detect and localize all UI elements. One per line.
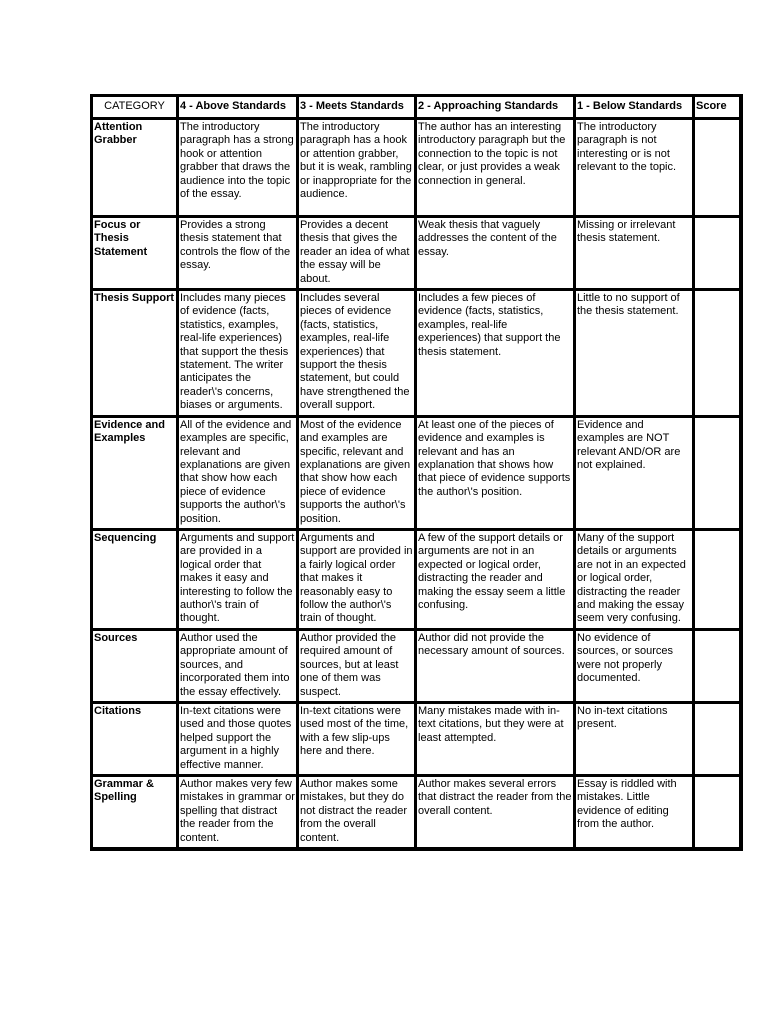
header-level-1: 1 - Below Standards <box>575 96 694 119</box>
cell-level-4: Author makes very few mistakes in grammar or spelling that distract the reader from the content. <box>178 776 298 849</box>
cell-score <box>694 703 741 776</box>
cell-level-2: Weak thesis that vaguely addresses the content of the essay. <box>416 217 575 290</box>
cell-level-4: In-text citations were used and those quotes helped support the argument in a highly effective manner. <box>178 703 298 776</box>
cell-level-1: No evidence of sources, or sources were not properly documented. <box>575 630 694 703</box>
cell-score <box>694 290 741 417</box>
cell-level-3: Most of the evidence and examples are specific, relevant and explanations are given that show how each piece of evidence supports the author\'s position. <box>298 417 416 530</box>
cell-level-4: All of the evidence and examples are specific, relevant and explanations are given that show how each piece of evidence supports the author\'s position. <box>178 417 298 530</box>
cell-level-2: Author did not provide the necessary amount of sources. <box>416 630 575 703</box>
cell-score <box>694 417 741 530</box>
cell-level-4: Provides a strong thesis statement that controls the flow of the essay. <box>178 217 298 290</box>
cell-level-1: Missing or irrelevant thesis statement. <box>575 217 694 290</box>
header-category: CATEGORY <box>92 96 178 119</box>
table-row <box>92 630 741 703</box>
cell-level-2: Many mistakes made with in-text citations, but they were at least attempted. <box>416 703 575 776</box>
rubric-table <box>90 94 743 851</box>
header-level-3: 3 - Meets Standards <box>298 96 416 119</box>
cell-level-1: Evidence and examples are NOT relevant AND/OR are not explained. <box>575 417 694 530</box>
cell-level-3: In-text citations were used most of the time, with a few slip-ups here and there. <box>298 703 416 776</box>
cell-level-3: The introductory paragraph has a hook or attention grabber, but it is weak, rambling or inappropriate for the audience. <box>298 119 416 217</box>
cell-level-4: Author used the appropriate amount of sources, and incorporated them into the essay effectively. <box>178 630 298 703</box>
cell-level-3: Author makes some mistakes, but they do not distract the reader from the overall content. <box>298 776 416 849</box>
table-row <box>92 776 741 849</box>
cell-level-3: Arguments and support are provided in a fairly logical order that makes it reasonably easy to follow the author\'s train of thought. <box>298 530 416 630</box>
cell-score <box>694 530 741 630</box>
row-category: Sources <box>92 630 178 703</box>
cell-level-1: No in-text citations present. <box>575 703 694 776</box>
cell-level-3: Provides a decent thesis that gives the reader an idea of what the essay will be about. <box>298 217 416 290</box>
header-score: Score <box>694 96 741 119</box>
header-level-2: 2 - Approaching Standards <box>416 96 575 119</box>
cell-level-1: Essay is riddled with mistakes. Little evidence of editing from the author. <box>575 776 694 849</box>
cell-level-2: A few of the support details or arguments are not in an expected or logical order, distracting the reader and making the essay seem a little confusing. <box>416 530 575 630</box>
row-category: Attention Grabber <box>92 119 178 217</box>
table-row <box>92 417 741 530</box>
cell-score <box>694 776 741 849</box>
row-category: Citations <box>92 703 178 776</box>
cell-level-3: Author provided the required amount of sources, but at least one of them was suspect. <box>298 630 416 703</box>
cell-score <box>694 119 741 217</box>
cell-level-2: The author has an interesting introductory paragraph but the connection to the topic is not clear, or just provides a weak connection in general. <box>416 119 575 217</box>
table-row <box>92 119 741 217</box>
cell-level-4: The introductory paragraph has a strong hook or attention grabber that draws the audience into the topic of the essay. <box>178 119 298 217</box>
cell-level-1: The introductory paragraph is not interesting or is not relevant to the topic. <box>575 119 694 217</box>
cell-level-4: Arguments and support are provided in a logical order that makes it easy and interesting to follow the author\'s train of thought. <box>178 530 298 630</box>
row-category: Focus or Thesis Statement <box>92 217 178 290</box>
header-level-4: 4 - Above Standards <box>178 96 298 119</box>
row-category: Sequencing <box>92 530 178 630</box>
cell-level-3: Includes several pieces of evidence (facts, statistics, examples, real-life experiences) that support the thesis statement, but could have strengthened the overall support. <box>298 290 416 417</box>
row-category: Evidence and Examples <box>92 417 178 530</box>
table-row <box>92 290 741 417</box>
table-row <box>92 217 741 290</box>
cell-level-4: Includes many pieces of evidence (facts, statistics, examples, real-life experiences) that support the thesis statement. The writer anticipates the reader\'s concerns, biases or arguments. <box>178 290 298 417</box>
row-category: Thesis Support <box>92 290 178 417</box>
cell-score <box>694 217 741 290</box>
cell-level-2: Includes a few pieces of evidence (facts, statistics, examples, real-life experiences) that support the thesis statement. <box>416 290 575 417</box>
cell-level-2: At least one of the pieces of evidence and examples is relevant and has an explanation that shows how that piece of evidence supports the author\'s position. <box>416 417 575 530</box>
cell-level-1: Many of the support details or arguments are not in an expected or logical order, distracting the reader and making the essay seem very confusing. <box>575 530 694 630</box>
table-row <box>92 703 741 776</box>
cell-level-1: Little to no support of the thesis statement. <box>575 290 694 417</box>
cell-score <box>694 630 741 703</box>
header-row <box>92 96 741 119</box>
cell-level-2: Author makes several errors that distract the reader from the overall content. <box>416 776 575 849</box>
row-category: Grammar & Spelling <box>92 776 178 849</box>
table-row <box>92 530 741 630</box>
